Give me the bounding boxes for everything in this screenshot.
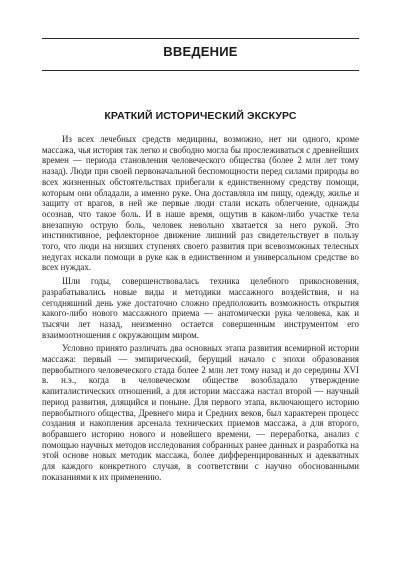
section-title: КРАТКИЙ ИСТОРИЧЕСКИЙ ЭКСКУРС [104, 110, 297, 122]
chapter-rule-bottom [42, 70, 359, 71]
paragraph-1: Из всех лечебных средств медицины, возможно, нет ни одного, кроме массажа, чья история так легко и свободно могла бы прослеживаться с древнейших времен — периода становления человеческого общества (более 2 млн лет тому назад). Люди при своей первоначальной беспомощности перед силами природы во всех жизненных обстоятельствах прибегали к единственному средству помощи, которым они обладали, а именно руке. Она доставляла им пищу, одежду, жилье и защиту от врагов, в ней же первые люди стали искать облегчение, однажды осознав, что такое боль. И в наше время, ощутив в каком-либо участке тела внезапную острую боль, человек невольно хватается за него рукой. Это инстинктивное, рефлекторное движение лишний раз свидетельствует в пользу того, что люди на низших ступенях своего развития при всевозможных телесных недугах искали помощи в руке как в единственном и универсальном средстве во всех нуждах. [42, 134, 359, 273]
body-text [42, 134, 359, 486]
chapter-title: ВВЕДЕНИЕ [163, 44, 238, 59]
paragraph-3: Условно принято различать два основных этапа развития всемирной истории массажа: первый — эмпирический, берущий начало с эпохи образования первобытного человеческого стада более 2 млн лет тому назад и до середины XVI в. н.э., когда в человеческом обществе возобладало утверждение капиталистических отношений, а для истории массажа настал второй — научный период развития, длящийся и поныне. Для первого этапа, включающего историю первобытного общества, Древнего мира и Средних веков, был характерен процесс создания и накопления арсенала технических приемов массажа, а для второго, вобравшего историю нового и новейшего времени, — переработка, анализ с помощью научных методов исследования собранных ранее данных и разработка на этой основе новых методик массажа, более дифференцированных и адекватных для каждого конкретного случая, в соответствии с научно обоснованными показаниями к их применению. [42, 343, 359, 482]
paragraph-2: Шли годы, совершенствовалась техника целебного прикосновения, разрабатывались новые виды и методики массажного воздействия, и на сегодняшний день уже достаточно сложно предположить возможность открытия какого-либо нового массажного приема — анатомически рука человека, как и тысячи лет назад, неизменно остается совершенным инструментом его взаимоотношения с окружающим миром. [42, 276, 359, 340]
chapter-rule-top [42, 38, 359, 39]
